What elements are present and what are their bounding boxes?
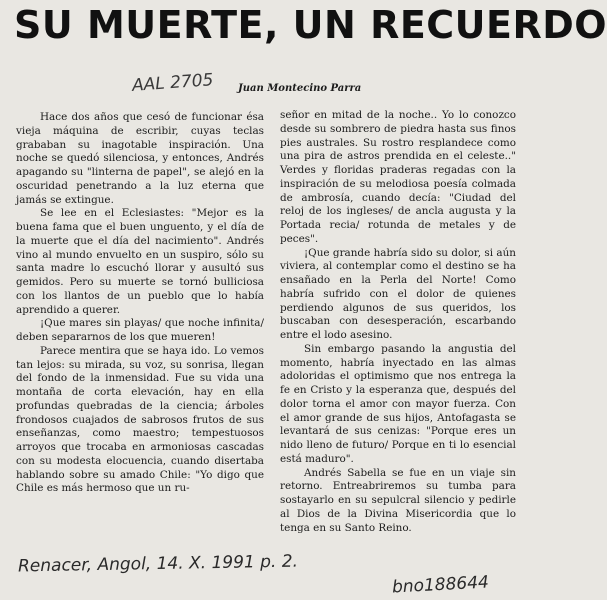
handwritten-archive-note: AAL 2705 bbox=[131, 70, 215, 96]
paragraph: señor en mitad de la noche.. Yo lo conozco desde su sombrero de piedra hasta sus finos pies australes. Su rostro resplandece como una pira de astros prendida en el celeste.." Verdes y floridas praderas regadas con la inspiración de su melodiosa poesía colmada de ambrosía, cuando decía: "Ciudad del reloj de los ingleses/ de ancla augusta y la Portada recia/ rotunda de metales y de peces". bbox=[280, 109, 516, 245]
byline: Juan Montecino Parra bbox=[238, 83, 362, 94]
paragraph: ¡Que mares sin playas/ que noche infinita/ deben separarnos de los que mueren! bbox=[16, 317, 264, 343]
paragraph: Parece mentira que se haya ido. Lo vemos tan lejos: su mirada, su voz, su sonrisa, llegan del fondo de la inmensidad. Fue su vida una montaña de corta elevación, hay en ella profundas quebradas de la ciencia; árboles frondosos cuajados de sabrosos frutos de sus enseñanzas, como maestro; tempestuosos arroyos que trocaba en armoniosas cascadas con su modesta elocuencia, cuando disertaba hablando sobre su amado Chile: "Yo digo que Chile es más hermoso que un ru- bbox=[16, 344, 264, 495]
paragraph: ¡Que grande habría sido su dolor, si aún viviera, al contemplar como el destino se ha ensañado en la Perla del Norte! Como habría sufrido con el dolor de quienes perdiendo algunos de sus queridos, los buscaban con desesperación, escarbando entre el lodo asesino. bbox=[280, 246, 516, 341]
paragraph: Se lee en el Eclesiastes: "Mejor es la buena fama que el buen unguento, y el día de la muerte que el día del nacimiento". Andrés vino al mundo envuelto en un suspiro, sólo su santa madre lo escuchó llorar y ausultó sus gemidos. Pero su muerte se tornó bulliciosa con los llantos de un pueblo que lo había aprendido a querer. bbox=[16, 207, 264, 316]
article-right-column bbox=[280, 109, 516, 535]
handwritten-source-note: Renacer, Angol, 14. X. 1991 p. 2. bbox=[17, 551, 299, 577]
paragraph: Andrés Sabella se fue en un viaje sin retorno. Entreabriremos su tumba para sostayarlo en su sepulcral silencio y pedirle al Dios de la Divina Misericordia que lo tenga en su Santo Reino. bbox=[280, 466, 516, 534]
article-left-column bbox=[16, 111, 264, 496]
paragraph: Sin embargo pasando la angustia del momento, habría inyectado en las almas adoloridas el optimismo que nos entrega la fe en Cristo y la esperanza que, después del dolor torna el amor con mayor fuerza. Con el amor grande de sus hijos, Antofagasta se levantará de sus cenizas: "Porque eres un nido lleno de futuro/ Porque en ti lo esencial está maduro". bbox=[280, 342, 516, 465]
headline: SU MUERTE, UN RECUERDO bbox=[14, 3, 607, 47]
paragraph: Hace dos años que cesó de funcionar ésa vieja máquina de escribir, cuyas teclas grababan su inagotable inspiración. Una noche se quedó silenciosa, y entonces, Andrés apagando su "linterna de papel", se alejó en la oscuridad penetrando a la luz eterna que jamás se extingue. bbox=[16, 111, 264, 206]
handwritten-archive-id: bno188644 bbox=[391, 572, 490, 598]
